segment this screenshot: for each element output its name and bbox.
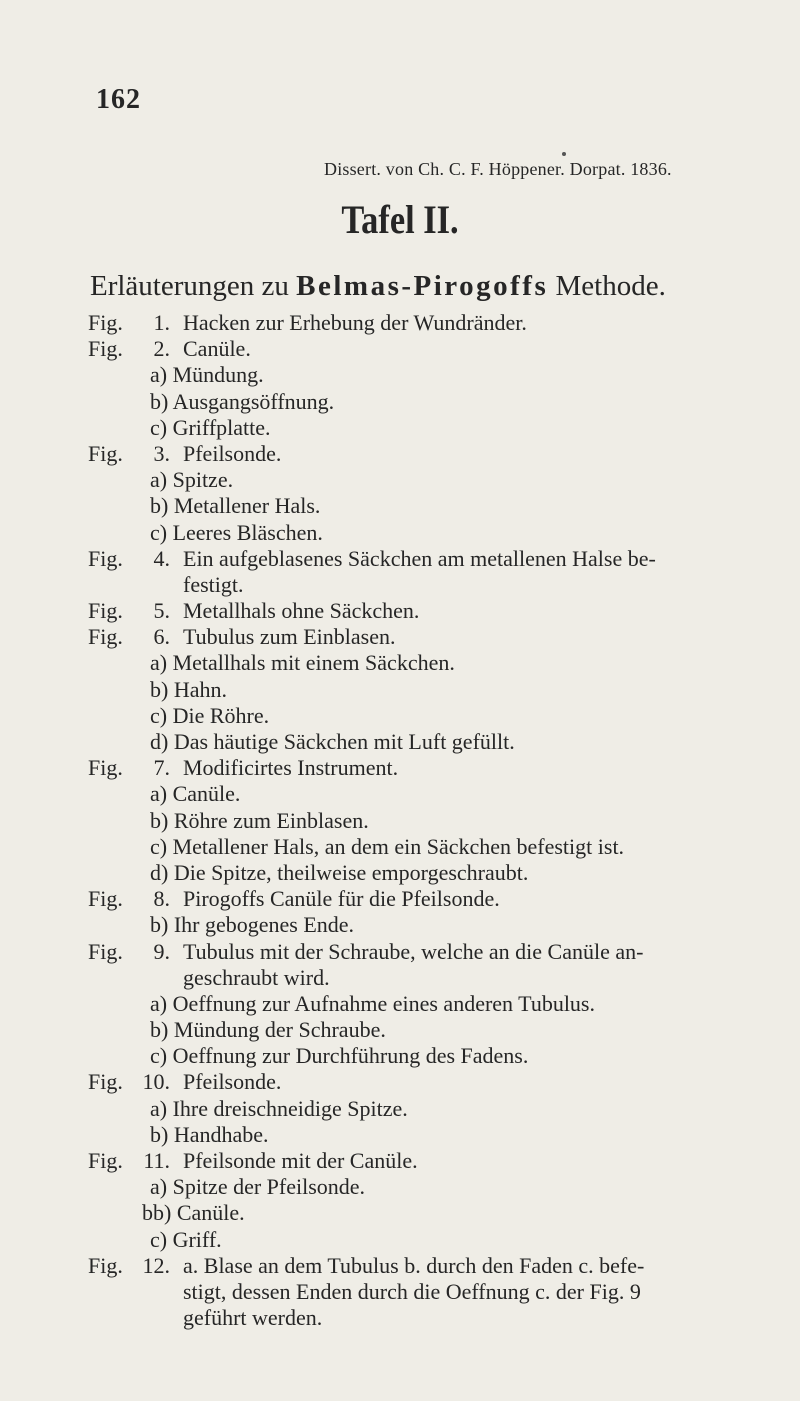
sub-item-text: b) Handhabe. [150, 1121, 269, 1147]
figure-label: Fig. [88, 755, 123, 781]
ink-dot [562, 152, 566, 156]
figure-description: Pirogoffs Canüle für die Pfeilsonde. [183, 886, 500, 912]
continuation-text: geschraubt wird. [183, 964, 330, 990]
sub-item-text: b) Hahn. [150, 676, 227, 702]
continuation-line [88, 965, 768, 991]
figure-number: 9. [153, 938, 170, 964]
figure-entry [88, 546, 768, 572]
sub-item [88, 415, 768, 441]
continuation-line [88, 572, 768, 598]
figure-number: 10. [142, 1069, 170, 1095]
sub-item-text: b) Metallener Hals. [150, 493, 321, 519]
figure-description: a. Blase an dem Tubulus b. durch den Faden c. befe- [183, 1252, 645, 1278]
figure-entry [88, 441, 768, 467]
sub-item-text: c) Metallener Hals, an dem ein Säckchen befestigt ist. [150, 833, 625, 859]
figure-description: Tubulus mit der Schraube, welche an die Canüle an- [183, 938, 644, 964]
figure-entry [88, 886, 768, 912]
sub-item [88, 1227, 768, 1253]
figure-number: 7. [153, 755, 170, 781]
sub-item-text: c) Griff. [150, 1226, 222, 1252]
figure-description: Modificirtes Instrument. [183, 755, 399, 781]
continuation-text: festigt. [183, 571, 244, 597]
plate-title: Tafel II. [341, 197, 459, 242]
figure-entry [88, 1148, 768, 1174]
figure-label: Fig. [88, 336, 123, 362]
figure-description: Tubulus zum Einblasen. [183, 624, 396, 650]
sub-item-text: b) Röhre zum Einblasen. [150, 807, 369, 833]
sub-item [88, 520, 768, 546]
sub-item [88, 1096, 768, 1122]
sub-item [88, 1043, 768, 1069]
sub-item-text: a) Canüle. [150, 781, 241, 807]
figure-entry [88, 336, 768, 362]
page-number: 162 [96, 84, 141, 115]
sub-item-text: a) Mündung. [150, 362, 264, 388]
sub-item-text: c) Griffplatte. [150, 414, 271, 440]
sub-item [88, 677, 768, 703]
figure-label: Fig. [88, 1069, 123, 1095]
sub-item-text: a) Metallhals mit einem Säckchen. [150, 650, 455, 676]
sub-item [88, 650, 768, 676]
sub-item-text: a) Oeffnung zur Aufnahme eines anderen Tubulus. [150, 990, 595, 1016]
sub-item [88, 860, 768, 886]
figure-description: Metallhals ohne Säckchen. [183, 598, 420, 624]
sub-item [88, 1122, 768, 1148]
figure-number: 2. [153, 336, 170, 362]
continuation-line [88, 1305, 768, 1331]
figure-description: Pfeilsonde. [183, 1069, 282, 1095]
sub-item-text: bb) Canüle. [142, 1200, 245, 1226]
figure-legend-list [88, 310, 768, 1331]
figure-entry [88, 1253, 768, 1279]
sub-item-text: d) Das häutige Säckchen mit Luft gefüllt. [150, 729, 515, 754]
figure-description: Pfeilsonde mit der Canüle. [183, 1148, 418, 1173]
sub-item-text: c) Leeres Bläschen. [150, 519, 323, 545]
figure-label: Fig. [88, 624, 123, 650]
figure-entry [88, 598, 768, 624]
sub-item [88, 834, 768, 860]
figure-number: 6. [153, 624, 170, 650]
sub-item [88, 362, 768, 388]
continuation-text: geführt werden. [183, 1305, 323, 1331]
figure-label: Fig. [88, 598, 123, 624]
figure-label: Fig. [88, 886, 123, 912]
section-title-name: Belmas-Pirogoffs [296, 270, 549, 302]
sub-item-text: a) Spitze. [150, 467, 234, 493]
figure-label: Fig. [88, 310, 123, 335]
sub-item-text: c) Die Röhre. [150, 702, 270, 728]
sub-item [88, 493, 768, 519]
figure-entry [88, 310, 768, 336]
sub-item-text: a) Ihre dreischneidige Spitze. [150, 1095, 408, 1121]
figure-number: 3. [153, 440, 170, 466]
figure-number: 8. [153, 886, 170, 912]
section-title-suffix: Methode. [548, 270, 666, 302]
section-title [90, 270, 666, 303]
sub-item [88, 991, 768, 1017]
sub-item [88, 1017, 768, 1043]
sub-item-text: a) Spitze der Pfeilsonde. [150, 1174, 366, 1200]
sub-item-text: d) Die Spitze, theilweise emporgeschraubt. [150, 859, 529, 885]
sub-item [88, 389, 768, 415]
figure-description: Hacken zur Erhebung der Wundränder. [183, 310, 527, 335]
continuation-line [88, 1279, 768, 1305]
figure-description: Pfeilsonde. [183, 440, 282, 466]
sub-item [88, 781, 768, 807]
figure-number: 4. [153, 545, 170, 571]
sub-item [88, 1200, 768, 1226]
figure-label: Fig. [88, 545, 123, 571]
figure-entry [88, 1069, 768, 1095]
figure-entry [88, 755, 768, 781]
figure-number: 5. [153, 598, 170, 624]
continuation-text: stigt, dessen Enden durch die Oeffnung c. der Fig. 9 [183, 1278, 641, 1304]
section-title-prefix: Erläuterungen zu [90, 270, 297, 302]
figure-description: Canüle. [183, 336, 251, 362]
figure-label: Fig. [88, 938, 123, 964]
sub-item [88, 1174, 768, 1200]
figure-description: Ein aufgeblasenes Säckchen am metallenen Halse be- [183, 545, 656, 571]
sub-item [88, 808, 768, 834]
sub-item [88, 912, 768, 938]
sub-item [88, 467, 768, 493]
figure-label: Fig. [88, 1252, 123, 1278]
sub-item [88, 703, 768, 729]
figure-number: 11. [143, 1148, 170, 1173]
running-header: Dissert. von Ch. C. F. Höppener. Dorpat. 1836. [324, 159, 672, 179]
figure-number: 12. [142, 1252, 170, 1278]
sub-item [88, 729, 768, 755]
figure-number: 1. [153, 310, 170, 335]
sub-item-text: c) Oeffnung zur Durchführung des Fadens. [150, 1043, 529, 1069]
figure-entry [88, 624, 768, 650]
figure-entry [88, 939, 768, 965]
figure-label: Fig. [88, 440, 123, 466]
sub-item-text: b) Ausgangsöffnung. [150, 388, 335, 414]
sub-item-text: b) Ihr gebogenes Ende. [150, 912, 355, 938]
sub-item-text: b) Mündung der Schraube. [150, 1017, 386, 1043]
figure-label: Fig. [88, 1148, 123, 1173]
